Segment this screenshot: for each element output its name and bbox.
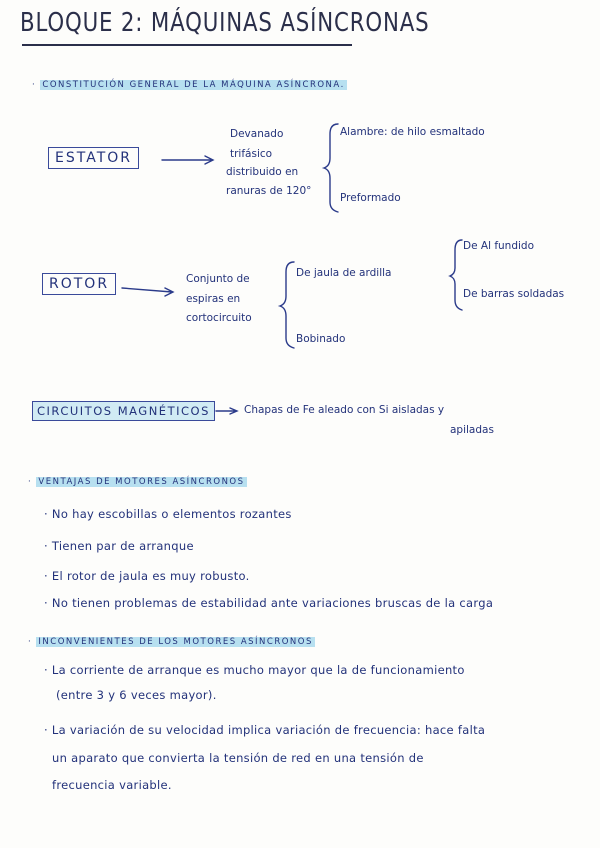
- ventaja-text: No tienen problemas de estabilidad ante variaciones bruscas de la carga: [51, 596, 494, 610]
- inconveniente-1-line-1: · La corriente de arranque es mucho mayor que la de funcionamiento: [44, 663, 465, 677]
- bullet-dot: ·: [28, 477, 37, 487]
- rotor-arrow-icon: [122, 288, 173, 296]
- circuitos-box: [32, 401, 215, 421]
- inconveniente-1-line-2: (entre 3 y 6 veces mayor).: [56, 688, 217, 702]
- heading-text: VENTAJAS DE MOTORES ASÍNCRONOS: [38, 477, 245, 487]
- circuitos-desc-line-2: apiladas: [450, 424, 494, 436]
- ventaja-item-1: · No hay escobillas o elementos rozantes: [44, 507, 292, 521]
- inconveniente-2-line-1: · La variación de su velocidad implica variación de frecuencia: hace falta: [44, 723, 486, 737]
- estator-desc-line-4: ranuras de 120°: [226, 185, 312, 197]
- estator-desc-line-1: Devanado: [230, 128, 284, 140]
- jaula-option-1: De Al fundido: [463, 240, 534, 252]
- section-heading-inconvenientes: [28, 637, 315, 647]
- ventaja-item-4: · No tienen problemas de estabilidad ante variaciones bruscas de la carga: [44, 596, 494, 610]
- ventaja-text: Tienen par de arranque: [51, 539, 194, 553]
- estator-option-2: Preformado: [340, 192, 401, 204]
- page-title: BLOQUE 2: MÁQUINAS ASÍNCRONAS: [20, 8, 430, 38]
- circuitos-arrow-icon: [216, 408, 237, 414]
- rotor-box: [42, 273, 116, 295]
- estator-desc-line-2: trifásico: [230, 148, 273, 160]
- estator-label: ESTATOR: [55, 150, 132, 166]
- estator-box: [48, 147, 139, 169]
- ventaja-item-3: · El rotor de jaula es muy robusto.: [44, 569, 250, 583]
- ventaja-text: No hay escobillas o elementos rozantes: [51, 507, 292, 521]
- jaula-option-2: De barras soldadas: [463, 288, 565, 300]
- bullet-dot: ·: [28, 637, 37, 647]
- rotor-desc-line-2: espiras en: [186, 293, 241, 305]
- estator-option-1: Alambre: de hilo esmaltado: [340, 126, 485, 138]
- estator-desc-line-3: distribuido en: [226, 166, 299, 178]
- inconveniente-text: La variación de su velocidad implica variación de frecuencia: hace falta: [51, 723, 486, 737]
- section-heading-ventajas: [28, 477, 247, 487]
- estator-arrow-icon: [162, 156, 213, 164]
- title-underline: [22, 44, 352, 46]
- circuitos-label: CIRCUITOS MAGNÉTICOS: [37, 404, 210, 418]
- bullet-dot: ·: [32, 80, 41, 90]
- ventaja-item-2: · Tienen par de arranque: [44, 539, 194, 553]
- circuitos-desc-line-1: Chapas de Fe aleado con Si aisladas y: [244, 404, 445, 416]
- inconveniente-text: La corriente de arranque es mucho mayor que la de funcionamiento: [51, 663, 465, 677]
- rotor-brace-icon: [280, 262, 294, 348]
- rotor-option-jaula: De jaula de ardilla: [296, 267, 392, 279]
- heading-text: INCONVENIENTES DE LOS MOTORES ASÍNCRONOS: [38, 637, 313, 647]
- rotor-desc-line-1: Conjunto de: [186, 273, 250, 285]
- section-heading-constitucion: [32, 80, 347, 90]
- rotor-option-bobinado: Bobinado: [296, 333, 346, 345]
- heading-text: CONSTITUCIÓN GENERAL DE LA MÁQUINA ASÍNCRONA.: [42, 80, 345, 90]
- ventaja-text: El rotor de jaula es muy robusto.: [51, 569, 250, 583]
- inconveniente-2-line-3: frecuencia variable.: [52, 778, 172, 792]
- rotor-label: ROTOR: [49, 276, 110, 292]
- estator-brace-icon: [324, 124, 338, 212]
- rotor-desc-line-3: cortocircuito: [186, 312, 252, 324]
- inconveniente-2-line-2: un aparato que convierta la tensión de red en una tensión de: [52, 751, 424, 765]
- jaula-brace-icon: [450, 240, 462, 310]
